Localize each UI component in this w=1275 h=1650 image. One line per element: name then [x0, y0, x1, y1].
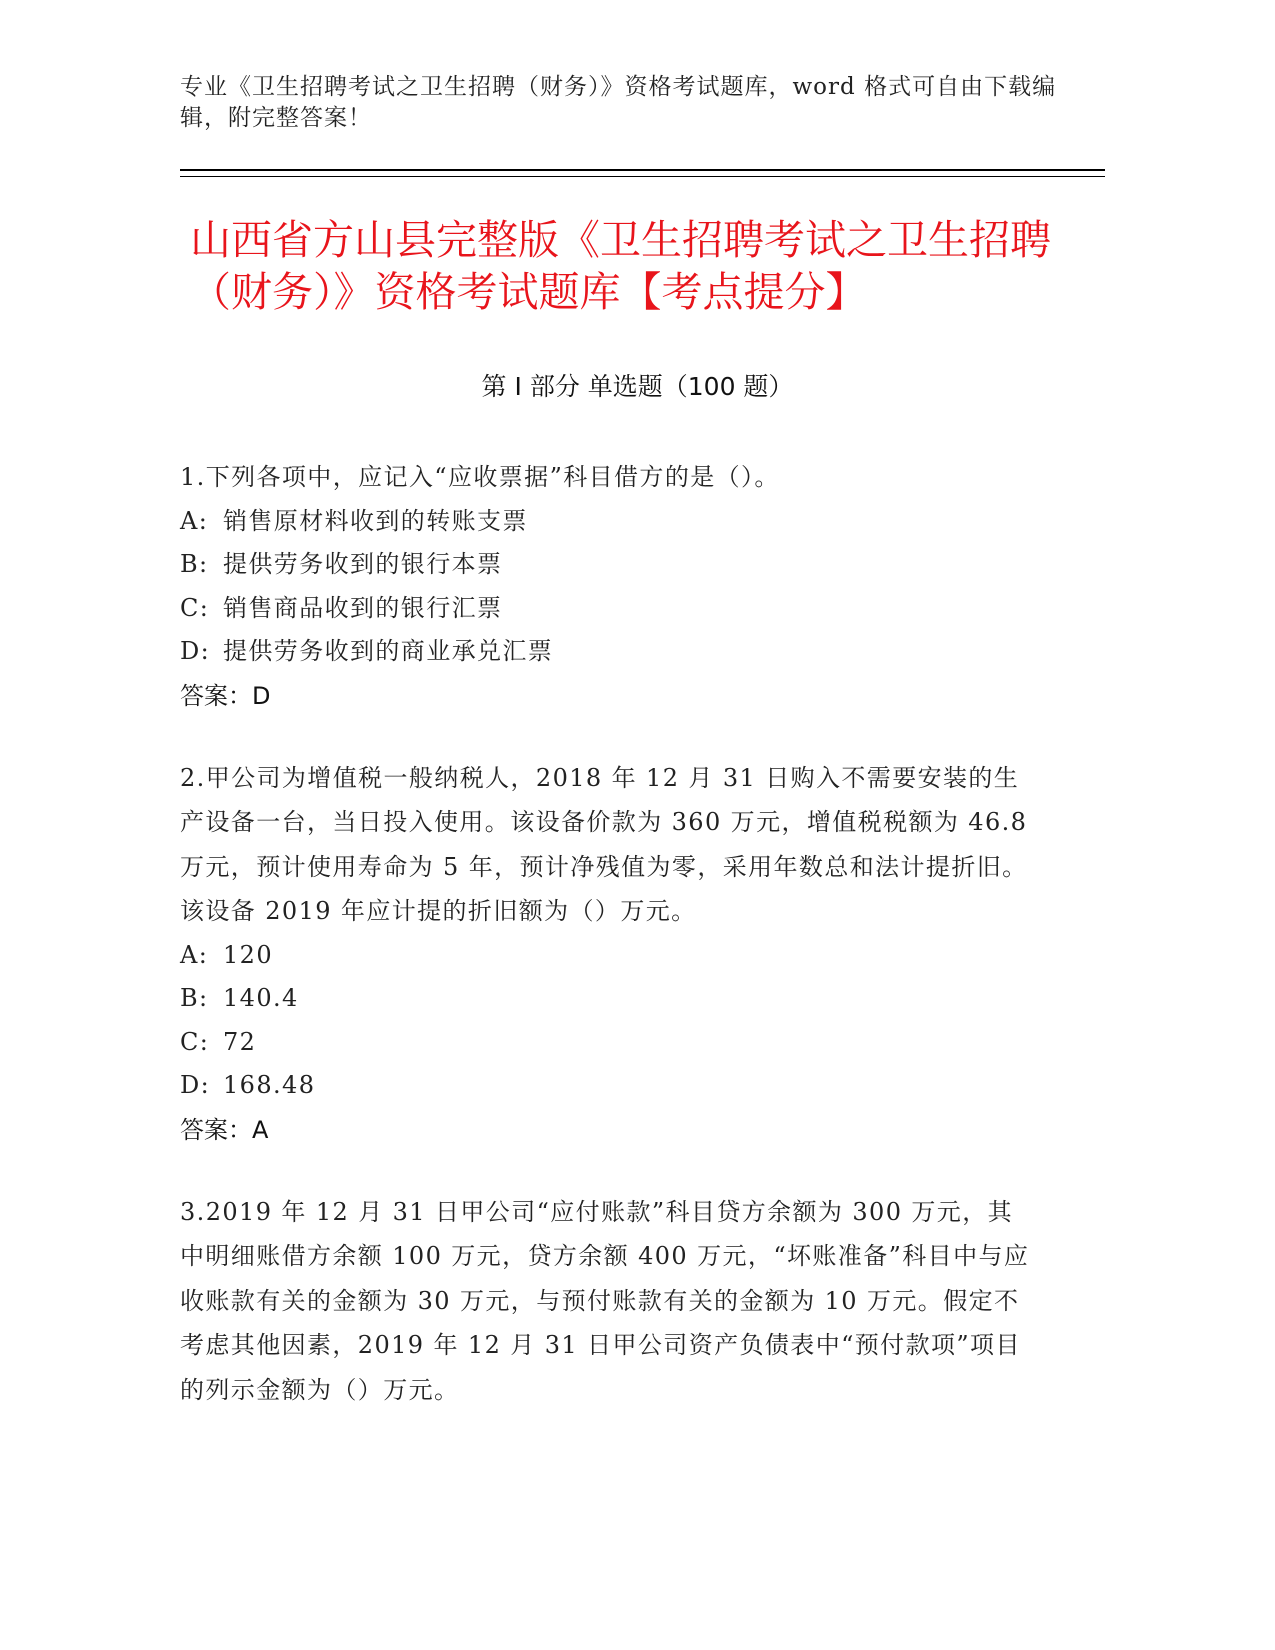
- option-letter: A:: [180, 506, 209, 535]
- option-text: 168.48: [223, 1071, 316, 1099]
- question-3: [180, 1190, 1030, 1413]
- option-d: [180, 630, 1030, 674]
- question-stem: 2.甲公司为增值税一般纳税人，2018 年 12 月 31 日购入不需要安装的生产设备一台，当日投入使用。该设备价款为 360 万元，增值税税额为 46.8 万元，预计使用寿命为 5 年，预计净残值为零，采用年数总和法计提折旧。该设备 2019 年应计提的折旧额为（）万元。: [180, 763, 1028, 925]
- question-stem: 1.下列各项中，应记入“应收票据”科目借方的是（）。: [180, 463, 780, 491]
- option-letter: C:: [180, 1027, 210, 1056]
- option-c: [180, 1021, 1030, 1065]
- option-letter: D:: [180, 1071, 211, 1099]
- question-stem: 3.2019 年 12 月 31 日甲公司“应付账款”科目贷方余额为 300 万元，其中明细账借方余额 100 万元，贷方余额 400 万元，“坏账准备”科目中与应收账款有关的金额为 30 万元，与预付账款有关的金额为 10 万元。假定不考虑其他因素，2019 年 12 月 31 日甲公司资产负债表中“预付款项”项目的列示金额为（）万元。: [180, 1197, 1030, 1404]
- option-b: [180, 543, 1030, 587]
- option-letter: D:: [180, 637, 211, 665]
- option-text: 140.4: [223, 984, 299, 1012]
- option-a: [180, 500, 1030, 544]
- question-list: [180, 455, 1030, 1450]
- option-letter: B:: [180, 984, 209, 1012]
- option-text: 销售商品收到的银行汇票: [223, 593, 503, 622]
- option-text: 提供劳务收到的银行本票: [223, 550, 503, 578]
- option-letter: B:: [180, 550, 209, 578]
- option-b: [180, 977, 1030, 1021]
- answer-line: 答案：D: [180, 681, 271, 710]
- option-text: 72: [223, 1027, 257, 1056]
- header-divider-thin: [180, 176, 1105, 177]
- header-note: 专业《卫生招聘考试之卫生招聘（财务）》资格考试题库，word 格式可自由下载编辑，附完整答案！: [180, 74, 1057, 131]
- answer-line: 答案：A: [180, 1115, 269, 1144]
- option-c: [180, 587, 1030, 631]
- option-letter: A:: [180, 940, 209, 969]
- document-title: 山西省方山县完整版《卫生招聘考试之卫生招聘（财务）》资格考试题库【考点提分】: [190, 216, 1051, 316]
- option-a: [180, 934, 1030, 978]
- option-text: 120: [223, 940, 274, 969]
- question-2: [180, 756, 1030, 1152]
- option-text: 提供劳务收到的商业承兑汇票: [223, 637, 554, 665]
- question-1: [180, 455, 1030, 718]
- option-text: 销售原材料收到的转账支票: [223, 506, 528, 535]
- option-d: [180, 1064, 1030, 1108]
- header-divider-thick: [180, 169, 1105, 171]
- option-letter: C:: [180, 593, 210, 622]
- section-heading: 第 I 部分 单选题（100 题）: [481, 372, 794, 401]
